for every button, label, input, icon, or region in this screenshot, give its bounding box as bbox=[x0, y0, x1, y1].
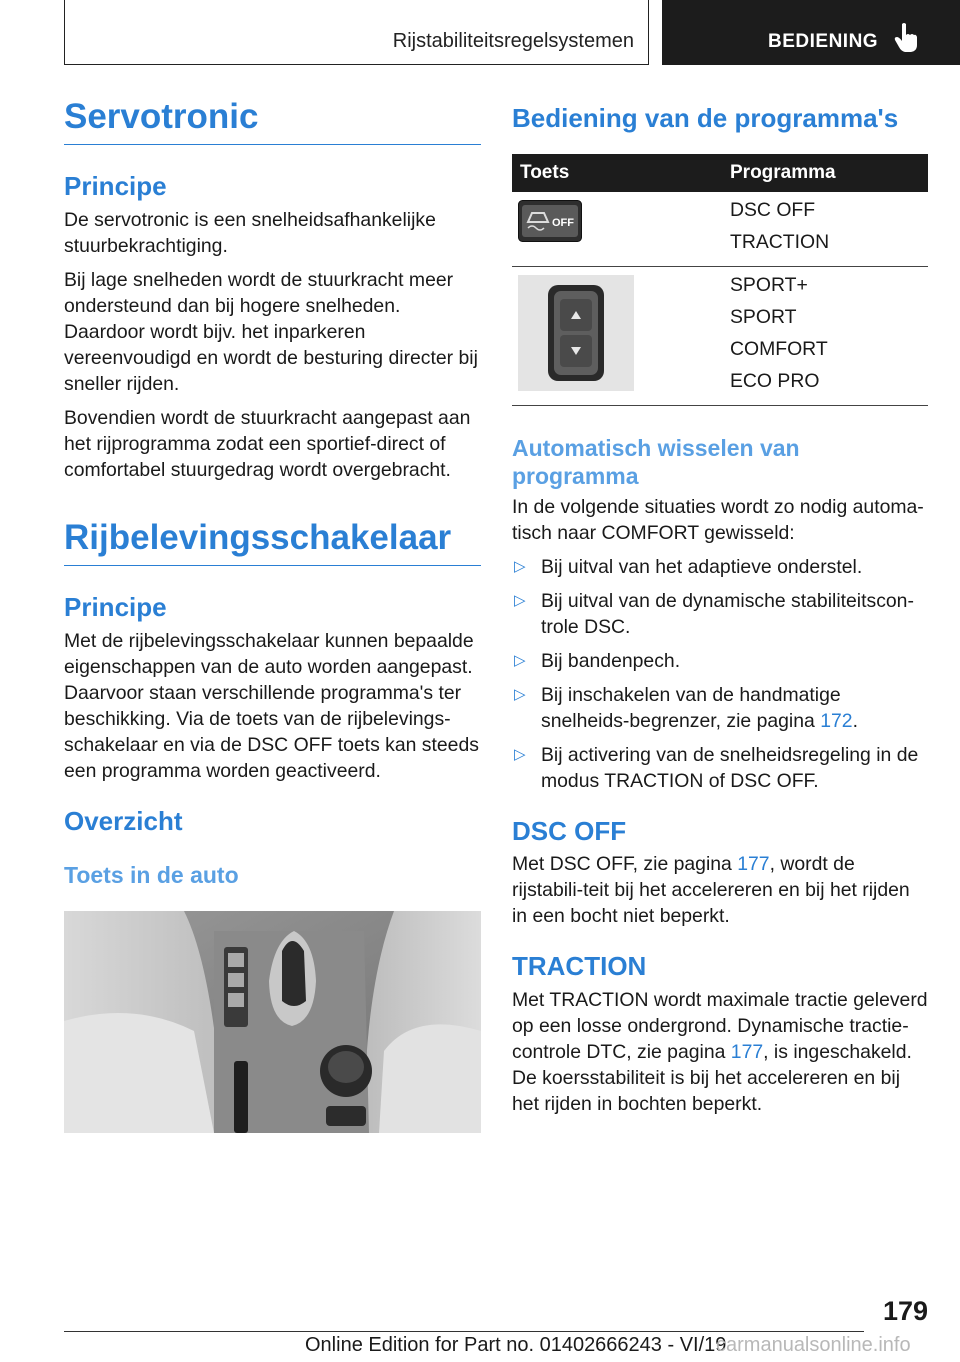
page-link-177[interactable]: 177 bbox=[730, 1040, 764, 1063]
auto-wisselen-intro: In de volgende situaties wordt zo nodig automa-tisch naar COMFORT gewisseld: bbox=[512, 496, 924, 545]
program-cell bbox=[720, 192, 928, 267]
schakelaar-paragraph: Met de rijbelevingsschakelaar kunnen bepaalde eigenschappen van de auto worden aangepast. Daarvoor staan verschillende programma's ter beschikking. Via de toets van de rijbelevings-schakelaar en via de DSC OFF toets kan steeds een programma worden geactiveerd. bbox=[64, 630, 479, 783]
column-header-toets: Toets bbox=[512, 154, 720, 192]
page-link-177[interactable]: 177 bbox=[737, 853, 770, 876]
program-name: COMFORT bbox=[730, 338, 828, 361]
page-number: 179 bbox=[882, 1296, 928, 1326]
auto-wisselen-list bbox=[512, 554, 928, 794]
table-row bbox=[512, 267, 928, 406]
triangle-bullet-icon: ▷ bbox=[514, 592, 526, 610]
left-column bbox=[64, 96, 481, 1133]
section-title: Rijstabiliteitsregelsystemen bbox=[392, 30, 634, 52]
bediening-heading: Bediening van de programma's bbox=[512, 103, 899, 133]
program-table bbox=[512, 154, 928, 406]
toets-cell bbox=[512, 267, 720, 406]
traction-heading: TRACTION bbox=[512, 951, 647, 982]
servotronic-paragraph-1: De servotronic is een snelheidsafhankelijke stuurbekrachtiging. bbox=[64, 209, 436, 258]
schakelaar-title: Rijbelevingsschakelaar bbox=[64, 517, 481, 566]
program-name: DSC OFF bbox=[730, 199, 816, 222]
edition-text: Online Edition for Part no. 01402666243 - VI/19 bbox=[305, 1334, 727, 1356]
right-column bbox=[512, 96, 928, 1117]
schakelaar-principe-heading: Principe bbox=[64, 592, 167, 623]
list-item: ▷ Bij uitval van de dynamische stabiliteitscon-trole DSC. bbox=[514, 590, 914, 639]
center-console-photo bbox=[64, 911, 481, 1133]
dsc-off-heading: DSC OFF bbox=[512, 816, 627, 847]
triangle-bullet-icon: ▷ bbox=[514, 652, 526, 670]
traction-paragraph: Met TRACTION wordt maximale tractie geleverd op een losse ondergrond. Dynamische tractie-controle DTC, zie pagina 177, is ingeschakeld. De koersstabiliteit is bij het accelereren en bij het rijden in bochten beperkt. bbox=[512, 988, 928, 1115]
dsc-off-button-icon bbox=[518, 200, 582, 242]
program-name: ECO PRO bbox=[730, 370, 820, 393]
table-header-row bbox=[512, 154, 928, 192]
program-name: TRACTION bbox=[730, 231, 830, 254]
list-item: ▷ Bij activering van de snelheidsregeling in de modus TRACTION of DSC OFF. bbox=[514, 744, 919, 793]
driving-experience-switch-icon bbox=[518, 275, 634, 391]
hand-pointer-icon bbox=[894, 22, 918, 54]
auto-wisselen-heading: Automatisch wisselen van programma bbox=[512, 435, 800, 490]
list-item: ▷ Bij uitval van het adaptieve onderstel. bbox=[514, 556, 863, 579]
watermark-text: carmanualsonline.info bbox=[716, 1334, 911, 1356]
header-section-box bbox=[64, 0, 649, 65]
header-chapter-box bbox=[662, 0, 960, 65]
triangle-bullet-icon: ▷ bbox=[514, 686, 526, 704]
list-item: ▷ Bij bandenpech. bbox=[514, 650, 681, 673]
servotronic-paragraph-2: Bij lage snelheden wordt de stuurkracht meer ondersteund dan bij hogere snelheden. Daardoor wordt bijv. het inparkeren vereenvoudigd en wordt de besturing directer bij sneller rijden. bbox=[64, 269, 478, 396]
servotronic-paragraph-3: Bovendien wordt de stuurkracht aangepast aan het rijprogramma zodat een sportief-direct of comfortabel stuurgedrag wordt overgebracht. bbox=[64, 407, 471, 482]
toets-cell bbox=[512, 192, 720, 267]
page-link-172[interactable]: 172 bbox=[820, 710, 853, 733]
overzicht-heading: Overzicht bbox=[64, 806, 183, 837]
servotronic-title: Servotronic bbox=[64, 96, 481, 145]
column-header-programma: Programma bbox=[720, 154, 928, 192]
program-name: SPORT bbox=[730, 306, 797, 329]
triangle-bullet-icon: ▷ bbox=[514, 746, 526, 764]
table-row bbox=[512, 192, 928, 267]
program-name: SPORT+ bbox=[730, 274, 808, 297]
dsc-off-label: OFF bbox=[552, 217, 574, 230]
chapter-title: BEDIENING bbox=[768, 31, 879, 52]
triangle-bullet-icon: ▷ bbox=[514, 558, 526, 576]
footer-divider bbox=[64, 1331, 864, 1332]
list-item: ▷ Bij inschakelen van de handmatige snelheids-begrenzer, zie pagina 172. bbox=[514, 684, 858, 733]
servotronic-principe-heading: Principe bbox=[64, 171, 167, 201]
toets-in-auto-heading: Toets in de auto bbox=[64, 861, 239, 888]
dsc-off-paragraph: Met DSC OFF, zie pagina 177, wordt de rijstabili-teit bij het accelereren en bij het rijden in een bocht niet beperkt. bbox=[512, 853, 910, 928]
program-cell bbox=[720, 267, 928, 406]
